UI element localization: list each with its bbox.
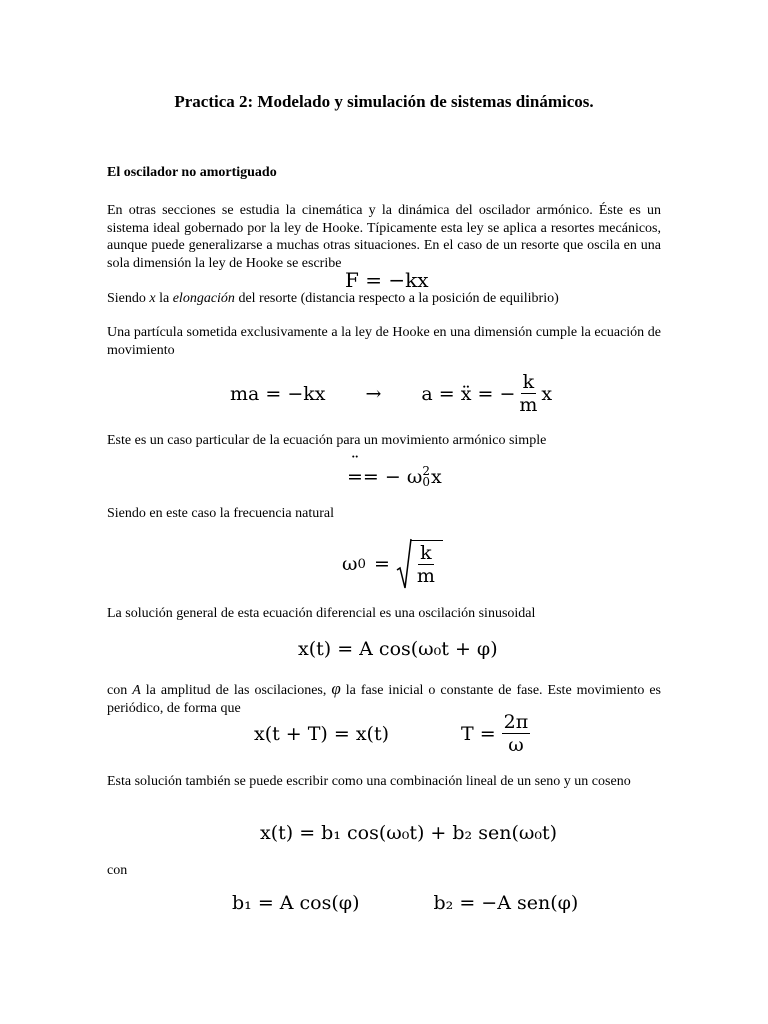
equation-motion-right: a = ẍ = − — [421, 383, 516, 406]
equation-b2: b₂ = −A sen(φ) — [433, 892, 579, 914]
text-fragment: la fase inicial o constante de fase. Este movimiento es periódico, de forma que — [107, 683, 661, 716]
subscript: 0 — [422, 475, 430, 489]
paragraph-general-solution: La solución general de esta ecuación diferencial es una oscilación sinusoidal — [107, 606, 536, 621]
equation-hooke: F = −kx — [345, 268, 429, 292]
paragraph-linear-combination: Esta solución también se puede escribir como una combinación lineal de un seno y un coseno — [107, 774, 631, 789]
text-fragment: Siendo — [107, 291, 150, 306]
equation-mas-lhs: ¨ = — [347, 466, 363, 488]
paragraph-mas: Este es un caso particular de la ecuación para un movimiento armónico simple — [107, 433, 547, 448]
omega-subscript: 0 — [357, 556, 366, 572]
variable-a: A — [132, 683, 141, 698]
equation-motion — [230, 372, 552, 417]
phi-symbol: φ — [331, 679, 341, 698]
text-fragment: con — [107, 683, 133, 698]
omega-symbol: ω — [342, 553, 358, 575]
page-title: Practica 2: Modelado y simulación de sistemas dinámicos. — [174, 92, 594, 111]
sub-sup — [422, 466, 430, 488]
arrow-symbol: → — [365, 383, 382, 406]
equation-linear: x(t) = b₁ cos(ω₀t) + b₂ sen(ω₀t) — [260, 822, 558, 844]
variable-x: x — [149, 291, 156, 306]
fraction-numerator: k — [420, 542, 432, 565]
equation-mas-x: x — [430, 466, 442, 488]
equation-period-left: x(t + T) = x(t) — [254, 723, 390, 746]
paragraph-elongation — [107, 291, 559, 307]
radical-sign-icon — [396, 538, 412, 590]
equals-sign: = — [373, 553, 390, 575]
equation-period-right: T = — [461, 723, 496, 746]
fraction-2pi-over-omega — [502, 712, 531, 757]
equation-solution: x(t) = A cos(ω₀t + φ) — [298, 638, 498, 660]
fraction-k-over-m — [517, 372, 539, 417]
fraction-k-over-m — [415, 543, 437, 588]
fraction-denominator: ω — [508, 733, 524, 756]
paragraph-con: con — [107, 863, 128, 878]
text-fragment: del resorte (distancia respecto a la posición de equilibrio) — [234, 291, 559, 306]
equation-mas — [347, 466, 442, 488]
text-fragment: la — [155, 291, 173, 306]
fraction-numerator: k — [522, 371, 535, 393]
equation-period — [254, 712, 532, 757]
paragraph-motion: Una partícula sometida exclusivamente a la ley de Hooke en una dimensión cumple la ecuación de movimiento — [107, 325, 661, 358]
equation-frequency — [342, 538, 443, 590]
emphasis-elongacion: elongación — [172, 291, 235, 306]
radicand — [411, 540, 443, 588]
equation-motion-x: x — [541, 383, 553, 406]
fraction-denominator: m — [519, 393, 538, 416]
fraction-denominator: m — [416, 565, 435, 588]
fraction-numerator: 2π — [503, 711, 529, 733]
superscript: 2 — [422, 464, 430, 479]
paragraph-intro: En otras secciones se estudia la cinemática y la dinámica del oscilador armónico. Éste es un sistema ideal gobernado por la ley de Hooke. Típicamente esta ley se aplica a resortes mecánicos, aunque puede generalizarse a muchas otras situaciones. En el caso de un resorte que oscila en una sola dimensión la ley de Hooke se escribe — [107, 203, 661, 271]
equation-motion-left: ma = −kx — [230, 383, 326, 406]
paragraph-frequency: Siendo en este caso la frecuencia natural — [107, 506, 335, 521]
equation-b1: b₁ = A cos(φ) — [232, 892, 360, 914]
section-heading: El oscilador no amortiguado — [107, 165, 277, 180]
equation-mas-rhs: = − ω — [362, 466, 423, 488]
square-root — [396, 538, 443, 590]
text-fragment: la amplitud de las oscilaciones, — [140, 683, 332, 698]
equation-coefficients — [232, 892, 578, 914]
